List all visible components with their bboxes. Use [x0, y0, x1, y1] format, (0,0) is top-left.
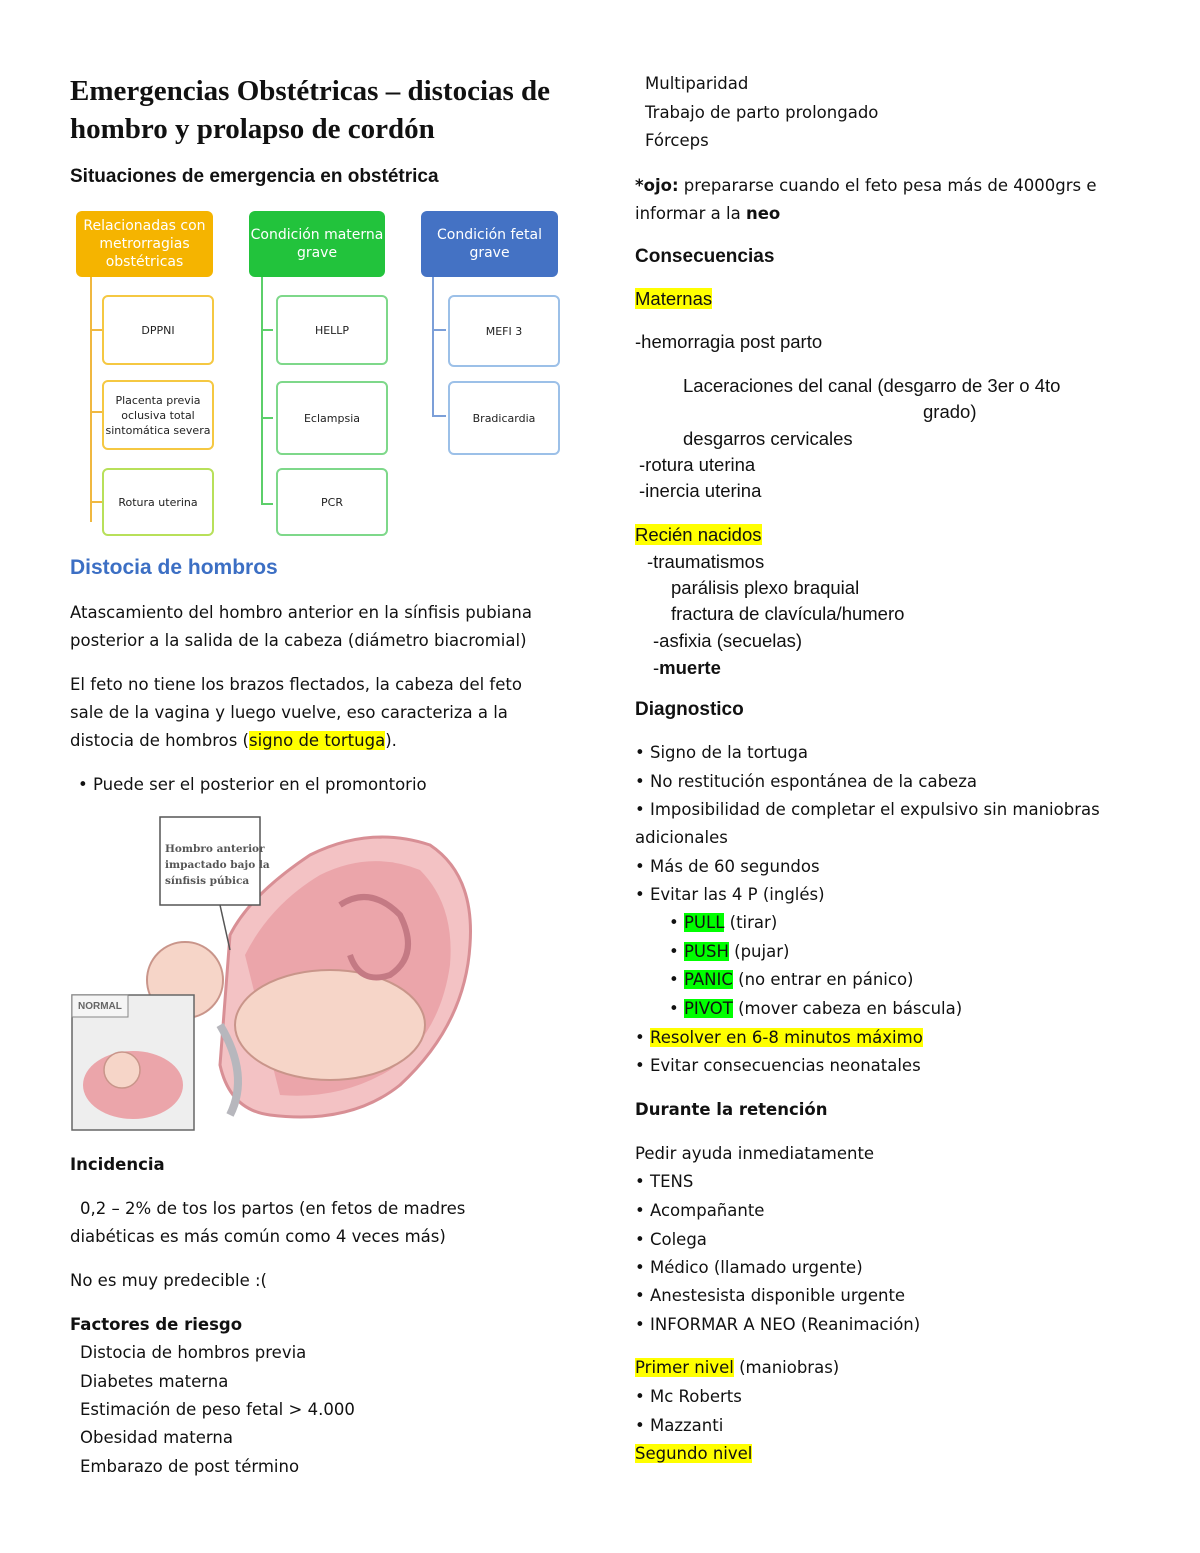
- connector-line: [432, 277, 434, 417]
- factor-item: Obesidad materna: [80, 1428, 233, 1447]
- materna-item: -rotura uterina: [639, 454, 756, 475]
- incidencia-note: No es muy predecible :(: [70, 1271, 267, 1290]
- ojo-neo: neo: [745, 204, 781, 223]
- materna-item: Laceraciones del canal (desgarro de 3er o 4to: [683, 375, 1061, 396]
- factor-item: Embarazo de post término: [80, 1457, 300, 1476]
- retencion-pedir: Pedir ayuda inmediatamente: [635, 1144, 875, 1163]
- diagram-item-eclampsia: Eclampsia: [276, 381, 388, 455]
- diagram-item-rotura-uterina: Rotura uterina: [102, 468, 214, 536]
- connector-line: [261, 277, 263, 505]
- rn-item: [653, 655, 721, 681]
- highlight-maternas: Maternas: [635, 288, 713, 309]
- retencion-item: • Acompañante: [635, 1197, 764, 1225]
- highlight-pivot: PIVOT: [683, 999, 733, 1018]
- text-span: (maniobras): [733, 1358, 840, 1377]
- text-span: -: [653, 657, 660, 678]
- diagram-item-pcr: PCR: [276, 468, 388, 536]
- retencion-item: • Médico (llamado urgente): [635, 1254, 863, 1282]
- factor-item: Fórceps: [645, 131, 709, 150]
- highlight-signo-tortuga: signo de tortuga: [249, 731, 386, 750]
- diagnostico-item: • Evitar las 4 P (inglés): [635, 881, 825, 909]
- incidencia-heading: Incidencia: [70, 1155, 165, 1174]
- retencion-item: • TENS: [635, 1168, 693, 1196]
- text-span: prepararse cuando el feto pesa más de 4000grs e: [678, 176, 1097, 195]
- distocia-heading: Distocia de hombros: [70, 556, 278, 579]
- ojo-line: [635, 200, 780, 228]
- diagram-item-dppni: DPPNI: [102, 295, 214, 365]
- diagnostico-item: • Más de 60 segundos: [635, 853, 820, 881]
- retencion-item: • Anestesista disponible urgente: [635, 1282, 905, 1310]
- diagnostico-item: • Imposibilidad de completar el expulsivo sin maniobras: [635, 796, 1100, 824]
- highlight-pull: PULL: [683, 913, 725, 932]
- distocia-p2-line: [70, 727, 397, 755]
- diagram-header-materna: Condición materna grave: [249, 211, 385, 277]
- diagram-item-mefi3: MEFI 3: [448, 295, 560, 367]
- diagnostico-resolver: [635, 1024, 923, 1052]
- text-span: (mover cabeza en báscula): [732, 999, 963, 1018]
- diagnostico-item: • No restitución espontánea de la cabeza: [635, 768, 977, 796]
- rn-item: -traumatismos: [647, 551, 765, 572]
- fetus-illustration: [70, 815, 475, 1135]
- connector-line: [90, 411, 102, 413]
- rn-item: -asfixia (secuelas): [653, 630, 803, 651]
- distocia-p2-line: El feto no tiene los brazos flectados, la cabeza del feto: [70, 675, 522, 694]
- text-span: distocia de hombros (: [70, 731, 249, 750]
- primer-nivel: [635, 1354, 839, 1382]
- illustration-label: [165, 841, 270, 889]
- connector-line: [90, 501, 102, 503]
- connector-line: [432, 415, 446, 417]
- shoulder-dystocia-illustration: [70, 815, 475, 1135]
- p-item-push: [669, 938, 789, 966]
- p-item-pivot: [669, 995, 962, 1023]
- materna-item: grado): [923, 401, 977, 422]
- diagram-item-placenta-previa: Placenta previa oclusiva total sintomática severa: [102, 380, 214, 450]
- factor-item: Diabetes materna: [80, 1372, 229, 1391]
- incidencia-line: diabéticas es más común como 4 veces más): [70, 1227, 446, 1246]
- distocia-p2-line: sale de la vagina y luego vuelve, eso caracteriza a la: [70, 703, 508, 722]
- factores-heading: Factores de riesgo: [70, 1315, 243, 1334]
- materna-item: -inercia uterina: [639, 480, 762, 501]
- text-span: informar a la: [635, 204, 746, 223]
- subtitle: Situaciones de emergencia en obstétrica: [70, 166, 439, 187]
- rn-label: [635, 522, 762, 548]
- connector-line: [261, 417, 273, 419]
- maternas-label: [635, 286, 712, 312]
- diagram-header-fetal: Condición fetal grave: [421, 211, 558, 277]
- consecuencias-heading: Consecuencias: [635, 246, 775, 267]
- highlight-panic: PANIC: [683, 970, 733, 989]
- maniobra-item: • Mc Roberts: [635, 1383, 742, 1411]
- diagnostico-item: • Evitar consecuencias neonatales: [635, 1052, 921, 1080]
- ojo-bold: *ojo:: [635, 176, 679, 195]
- highlight-recien-nacidos: Recién nacidos: [635, 524, 762, 545]
- segundo-nivel: [635, 1440, 752, 1468]
- maniobra-item: • Mazzanti: [635, 1412, 723, 1440]
- distocia-p1-line: posterior a la salida de la cabeza (diámetro biacromial): [70, 631, 527, 650]
- connector-line: [261, 503, 273, 505]
- materna-item: desgarros cervicales: [683, 428, 853, 449]
- diagnostico-heading: Diagnostico: [635, 699, 744, 720]
- factor-item: Distocia de hombros previa: [80, 1343, 307, 1362]
- diagram-header-metrorragias: Relacionadas con metrorragias obstétricas: [76, 211, 213, 277]
- connector-line: [90, 329, 102, 331]
- normal-label: NORMAL: [78, 1001, 122, 1012]
- connector-line: [432, 329, 446, 331]
- text-span: (no entrar en pánico): [732, 970, 914, 989]
- highlight-primer-nivel: Primer nivel: [635, 1358, 734, 1377]
- page-title: Emergencias Obstétricas – distocias de hombro y prolapso de cordón: [70, 75, 551, 145]
- materna-item: -hemorragia post parto: [635, 331, 823, 352]
- highlight-resolver: Resolver en 6-8 minutos máximo: [649, 1028, 923, 1047]
- p-item-pull: [669, 909, 777, 937]
- incidencia-line: 0,2 – 2% de tos los partos (en fetos de madres: [80, 1199, 466, 1218]
- factor-item: Multiparidad: [645, 74, 749, 93]
- diagnostico-item: • Signo de la tortuga: [635, 739, 808, 767]
- distocia-p1-line: Atascamiento del hombro anterior en la sínfisis pubiana: [70, 603, 532, 622]
- illustration-label-line: impactado bajo la: [165, 859, 270, 871]
- rn-item: parálisis plexo braquial: [671, 577, 860, 598]
- diagram-item-hellp: HELLP: [276, 295, 388, 365]
- factor-item: Estimación de peso fetal > 4.000: [80, 1400, 355, 1419]
- highlight-segundo-nivel: Segundo nivel: [635, 1444, 753, 1463]
- text-span: (pujar): [728, 942, 790, 961]
- retencion-item: • Colega: [635, 1226, 707, 1254]
- illustration-label-line: Hombro anterior: [165, 843, 265, 855]
- illustration-label-line: sínfisis púbica: [165, 875, 250, 887]
- p-item-panic: [669, 966, 913, 994]
- factor-item: Trabajo de parto prolongado: [645, 103, 879, 122]
- highlight-push: PUSH: [683, 942, 729, 961]
- distocia-bullet: • Puede ser el posterior en el promontorio: [78, 771, 427, 799]
- emergency-diagram: [70, 205, 570, 540]
- rn-muerte: muerte: [659, 657, 721, 678]
- text-span: ).: [385, 731, 397, 750]
- diagram-item-bradicardia: Bradicardia: [448, 381, 560, 455]
- rn-item: fractura de clavícula/humero: [671, 603, 905, 624]
- diagnostico-item: adicionales: [635, 828, 728, 847]
- retencion-item: • INFORMAR A NEO (Reanimación): [635, 1311, 920, 1339]
- connector-line: [261, 329, 273, 331]
- retencion-heading: Durante la retención: [635, 1100, 828, 1119]
- ojo-line: [635, 172, 1097, 200]
- text-span: (tirar): [724, 913, 778, 932]
- connector-line: [90, 277, 92, 522]
